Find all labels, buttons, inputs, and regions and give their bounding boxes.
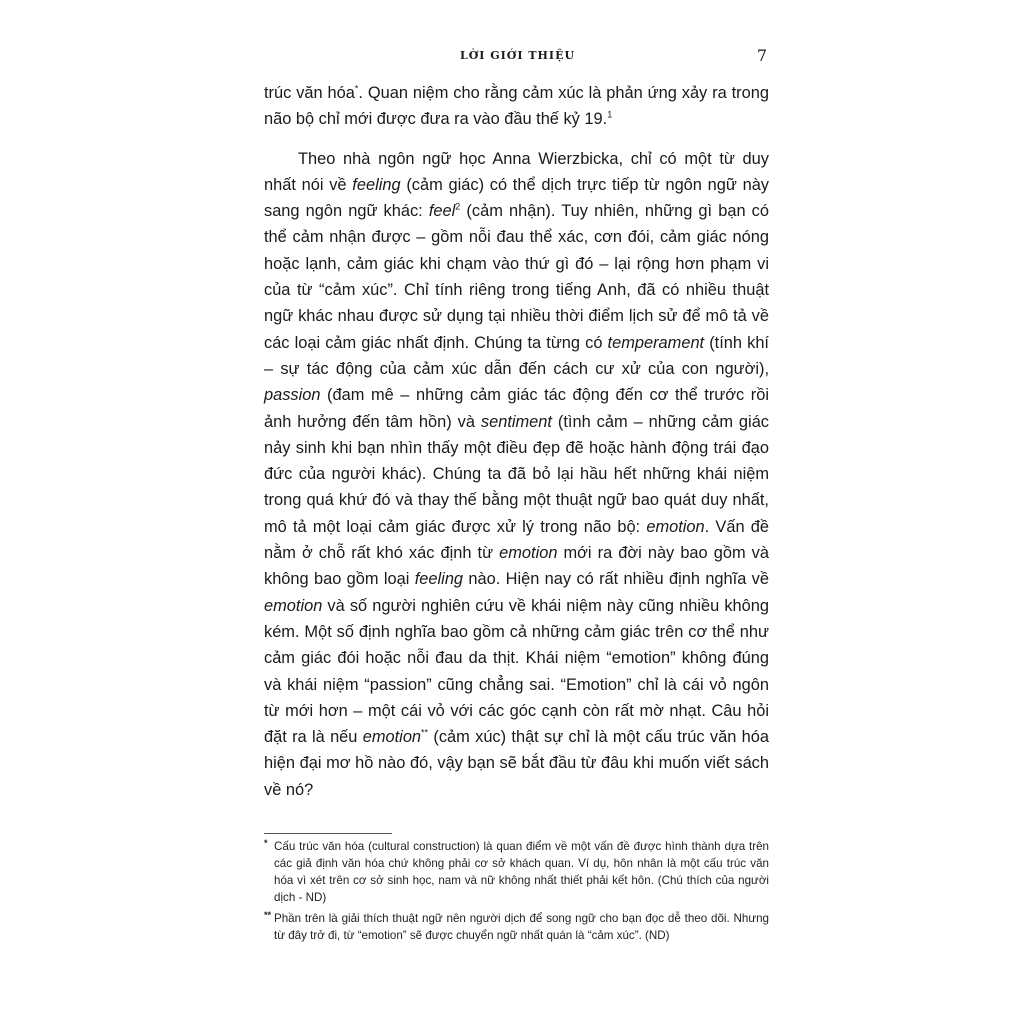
italic-term: emotion [362,728,422,747]
text-run: (đam mê – những cảm giác tác động đến cơ thể trước rồi ảnh hưởng đến tâm hồn) và [264,386,769,431]
text-run: (cảm xúc) thật sự chỉ là một cấu trúc văn hóa hiện đại mơ hồ nào đó, vậy bạn sẽ bắt đầu từ đâu khi muốn viết sách về nó? [264,728,769,799]
italic-term: emotion [499,544,558,563]
text-run: và số người nghiên cứu về khái niệm này cũng nhiều không kém. Một số định nghĩa bao gồm cả những cảm giác trên cơ thể như cảm giác đói hoặc nỗi đau da thịt. Khái niệm “emotion” không đúng và khái niệm “passion” cũng chẳng sai. “Emotion” chỉ là cái vỏ ngôn từ mới hơn – một cái vỏ với các góc cạnh còn rất mờ nhạt. Câu hỏi đặt ra là nếu [264,596,769,747]
italic-term: feel [428,202,456,221]
text-run: mới ra đời này bao gồm và không bao gồm loại [264,544,769,589]
italic-term: emotion [264,596,323,615]
footnote-1 [264,838,769,906]
page-number: 7 [756,46,767,65]
footnote-reference: 2 [455,201,461,212]
text-run: (cảm giác) có thể dịch trực tiếp từ ngôn ngữ này sang ngôn ngữ khác: [264,175,770,221]
text-run: (tình cảm – những cảm giác nảy sinh khi bạn nhìn thấy một điều đẹp đẽ hoặc hành động trái đạo đức của người khác). Chúng ta đã bỏ lại hầu hết những khái niệm trong quá khứ đó và thay thế bằng một thuật ngữ bao quát duy nhất, mô tả một loại cảm giác được xử lý trong não bộ: [264,412,770,536]
text-run: nào. Hiện nay có rất nhiều định nghĩa về [463,570,769,589]
italic-term: temperament [607,333,705,352]
footnote-marker: ** [264,910,272,920]
text-run: . Quan niệm cho rằng cảm xúc là phản ứng xảy ra trong não bộ chỉ mới được đưa ra vào đầu thế kỷ 19. [264,84,769,129]
footnote-divider [264,833,392,834]
italic-term: sentiment [480,412,552,431]
footnote-reference: * [354,83,359,94]
footnote-marker: * [264,838,268,848]
italic-term: emotion [646,517,705,536]
text-run: Theo nhà ngôn ngữ học Anna Wierzbicka, chỉ có một từ duy nhất nói về [264,149,769,194]
paragraph-continuation [264,80,769,133]
italic-term: feeling [352,175,401,194]
text-run: . Vấn đề nằm ở chỗ rất khó xác định từ [264,517,770,563]
footnote-text: Cấu trúc văn hóa (cultural construction) là quan điểm về một vấn đề được hình thành dựa trên các giả định văn hóa chứ không phải cơ sở khách quan. Ví dụ, hôn nhân là một cấu trúc văn hóa vì xét trên cơ sở sinh học, nam và nữ không nhất thiết phải kết hôn. (Chú thích của người dịch - ND) [274,840,769,904]
paragraph-wierzbicka [264,146,769,803]
text-run: trúc văn hóa [264,84,355,102]
running-header [265,46,770,66]
italic-term: passion [264,386,321,405]
italic-term: feeling [414,570,464,589]
body-text [264,80,769,803]
footnote-reference: 1 [607,109,613,120]
text-run: (cảm nhận). Tuy nhiên, những gì bạn có thể cảm nhận được – gồm nỗi đau thể xác, cơn đói, cảm giác nóng hoặc lạnh, cảm giác khi chạm vào thứ gì đó – lại rộng hơn phạm vi của từ “cảm xúc”. Chỉ tính riêng trong tiếng Anh, đã có nhiều thuật ngữ khác nhau được sử dụng tại nhiều thời điểm lịch sử để mô tả về các loại cảm giác nhất định. Chúng ta từng có [264,202,769,352]
footnotes [264,838,769,948]
text-run: (tính khí – sự tác động của cảm xúc dẫn đến cách cư xử của con người), [264,333,769,378]
footnote-2 [264,910,769,944]
chapter-title: LỜI GIỚI THIỆU [459,49,576,62]
footnote-text: Phần trên là giải thích thuật ngữ nên người dịch để song ngữ cho bạn đọc dễ theo dõi. Nhưng từ đây trở đi, từ “emotion” sẽ được chuyển ngữ nhất quán là “cảm xúc”. (ND) [274,912,769,942]
footnote-reference: ** [421,727,429,738]
